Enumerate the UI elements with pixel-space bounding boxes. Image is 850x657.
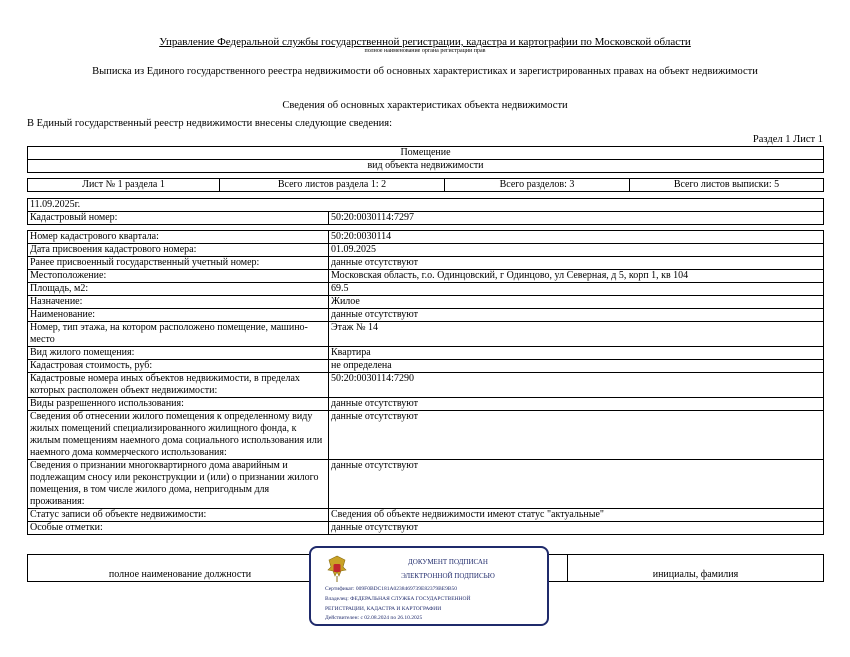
row-value: не определена	[329, 360, 824, 373]
row-label: Наименование:	[28, 309, 329, 322]
table-row	[28, 270, 824, 283]
row-label: Виды разрешенного использования:	[28, 398, 329, 411]
row-label: Особые отметки:	[28, 522, 329, 535]
table-row	[28, 231, 824, 244]
table-row	[28, 411, 824, 460]
section-label: Раздел 1 Лист 1	[752, 134, 823, 145]
row-value: данные отсутствуют	[329, 257, 824, 270]
coat-of-arms-emblem	[325, 554, 349, 584]
table-row	[28, 460, 824, 509]
extract-title: Выписка из Единого государственного реестра недвижимости об основных характеристиках и зарегистрированных правах на объект недвижимости	[92, 66, 758, 77]
table-row	[28, 283, 824, 296]
table-row	[28, 309, 824, 322]
row-label: Площадь, м2:	[28, 283, 329, 296]
stamp-title: ДОКУМЕНТ ПОДПИСАН	[408, 558, 488, 566]
total-section-sheets: Всего листов раздела 1: 2	[220, 179, 445, 192]
row-label: Кадастровые номера иных объектов недвижимости, в пределах которых расположен объект недвижимости:	[28, 373, 329, 398]
electronic-signature-stamp	[309, 546, 549, 626]
date-table	[27, 198, 824, 225]
row-value: данные отсутствуют	[329, 398, 824, 411]
signature-position: полное наименование должности	[28, 555, 333, 582]
row-label: Вид жилого помещения:	[28, 347, 329, 360]
stamp-subtitle: ЭЛЕКТРОННОЙ ПОДПИСЬЮ	[401, 572, 495, 580]
row-value: 69.5	[329, 283, 824, 296]
extract-date: 11.09.2025г.	[28, 199, 824, 212]
row-value: данные отсутствуют	[329, 460, 824, 509]
row-value: данные отсутствуют	[329, 309, 824, 322]
table-row	[28, 257, 824, 270]
row-value: Московская область, г.о. Одинцовский, г Одинцово, ул Северная, д 5, корп 1, кв 104	[329, 270, 824, 283]
row-value: Этаж № 14	[329, 322, 824, 347]
row-label: Дата присвоения кадастрового номера:	[28, 244, 329, 257]
total-extract-sheets: Всего листов выписки: 5	[630, 179, 824, 192]
signature-name: инициалы, фамилия	[568, 555, 824, 582]
cadastral-number-value: 50:20:0030114:7297	[329, 212, 824, 225]
table-row	[28, 322, 824, 347]
stamp-owner-cont: РЕГИСТРАЦИИ, КАДАСТРА И КАРТОГРАФИИ	[325, 606, 442, 612]
sheets-table	[27, 178, 824, 192]
stamp-validity: Действителен: с 02.08.2024 по 26.10.2025	[325, 615, 423, 621]
row-label: Местоположение:	[28, 270, 329, 283]
row-value: 01.09.2025	[329, 244, 824, 257]
row-value: данные отсутствуют	[329, 411, 824, 460]
table-row	[28, 509, 824, 522]
table-row	[28, 347, 824, 360]
row-label: Ранее присвоенный государственный учетный номер:	[28, 257, 329, 270]
characteristics-table	[27, 230, 824, 535]
section-title: Сведения об основных характеристиках объекта недвижимости	[282, 100, 568, 111]
object-type: Помещение	[28, 147, 824, 160]
table-row	[28, 522, 824, 535]
cadastral-number-label: Кадастровый номер:	[28, 212, 329, 225]
sheet-number: Лист № 1 раздела 1	[28, 179, 220, 192]
row-label: Номер, тип этажа, на котором расположено помещение, машино-место	[28, 322, 329, 347]
table-row	[28, 398, 824, 411]
stamp-certificate: Сертификат: 009F0BDC181A0238469739E82379BE9B50	[325, 586, 458, 592]
table-row	[28, 296, 824, 309]
row-label: Кадастровая стоимость, руб:	[28, 360, 329, 373]
table-row	[28, 244, 824, 257]
authority-name: Управление Федеральной службы государственной регистрации, кадастра и картографии по Московской области	[159, 36, 691, 48]
row-value: Сведения об объекте недвижимости имеют статус "актуальные"	[329, 509, 824, 522]
row-label: Номер кадастрового квартала:	[28, 231, 329, 244]
row-value: 50:20:0030114	[329, 231, 824, 244]
table-row	[28, 360, 824, 373]
row-value: Квартира	[329, 347, 824, 360]
object-type-table	[27, 146, 824, 173]
row-label: Сведения о признании многоквартирного дома аварийным и подлежащим сносу или реконструкции и (или) о признании жилого помещения, в том числе жилого дома, непригодным для проживания:	[28, 460, 329, 509]
object-type-caption: вид объекта недвижимости	[28, 160, 824, 173]
table-row	[28, 373, 824, 398]
authority-note: полное наименование органа регистрации прав	[364, 48, 486, 54]
row-label: Статус записи об объекте недвижимости:	[28, 509, 329, 522]
stamp-owner: Владелец: ФЕДЕРАЛЬНАЯ СЛУЖБА ГОСУДАРСТВЕННОЙ	[325, 596, 471, 602]
row-value: 50:20:0030114:7290	[329, 373, 824, 398]
row-label: Назначение:	[28, 296, 329, 309]
intro-text: В Единый государственный реестр недвижимости внесены следующие сведения:	[27, 118, 393, 129]
total-sections: Всего разделов: 3	[445, 179, 630, 192]
row-value: Жилое	[329, 296, 824, 309]
row-label: Сведения об отнесении жилого помещения к определенному виду жилых помещений специализированного жилищного фонда, к жилым помещениям наемного дома социального использования или наемного дома коммерческого использования:	[28, 411, 329, 460]
row-value: данные отсутствуют	[329, 522, 824, 535]
